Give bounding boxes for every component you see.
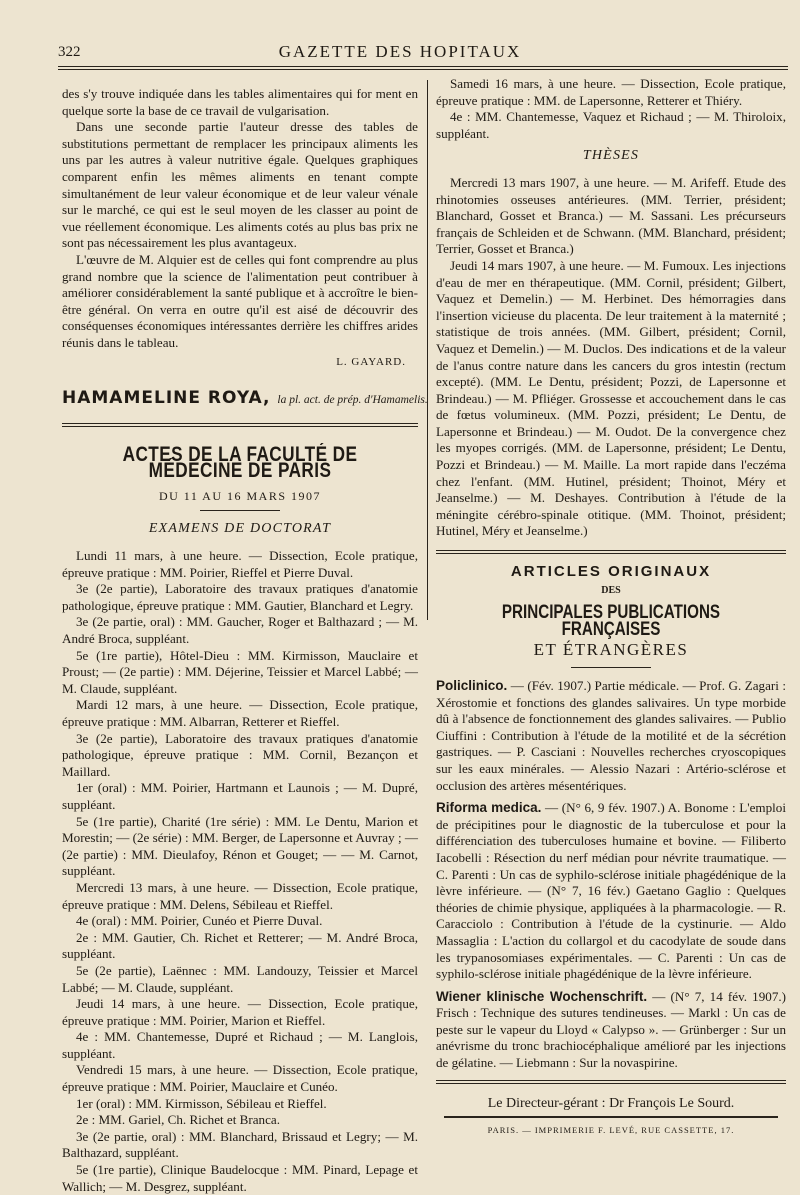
exam-entry: 5e (1re partie), Hôtel-Dieu : MM. Kirmisson, Mauclaire et Proust; — (2e partie) : MM. Déjerine, Teissier et Marcel Labbé; — M. Claude, suppléant. [62,647,418,696]
exam-entry: 5e (2e partie), Laënnec : MM. Landouzy, Teissier et Marcel Labbé; — M. Claude, suppléant. [62,962,418,995]
review-paragraph-1: des s'y trouve indiquée dans les tables alimentaires qui for ment en quelque sorte la base de ce travail de vulgarisation. [62,86,418,118]
journal-text: — (Fév. 1907.) Partie médicale. — Prof. G. Zagari : Xérostomie et fonctions des glandes salivaires. Un type morbide dû à l'absence de fonctionnement des glandes salivaires. — Publio Ciuffini : Contribution à l'étude de la motilité et de la sécrétion gastriques. — P. Casciani : Nouvelles recherches cryoscopiques sur les eaux minérales. — Alessio Nazari : Artério-sclérose et occlusion des artères mésentériques. [436,678,786,793]
theses-heading: THÈSES [582,148,640,164]
review-paragraph-2: Dans une seconde partie l'auteur dresse des tables de substitutions permettant de remplacer les principaux aliments les uns par les autres à valeur nutritive égale. Quelques graphiques comparent enfin les mêmes aliments en tenant compte simultanément de leur valeur économique et de leur valeur vénale sur le marché, ce qui est le seul moyen de les classer au point de vue réellement économique. Les aliments cotés au plus bas prix ne sont pas nécessairement les plus avantageux. [62,119,418,251]
actes-title: ACTES DE LA FACULTÉ DE MÉDECINE DE PARIS [122,442,358,483]
journal-name: Riforma medica. [436,800,542,816]
right-column [436,76,786,1139]
short-rule [571,667,651,668]
exam-entry: 3e (2e partie), Laboratoire des travaux pratiques d'anatomie pathologique, épreuve pratique : MM. Cornil, Bezançon et Maillard. [62,730,418,779]
journal-entry [436,989,786,1072]
advertisement-brand: HAMAMELINE ROYA, [62,388,271,409]
exam-entry: 1er (oral) : MM. Poirier, Hartmann et Launois ; — M. Dupré, suppléant. [62,780,418,812]
director-rule [444,1116,778,1118]
running-title: GAZETTE DES HOPITAUX [278,42,522,61]
director-line: Le Directeur-gérant : Dr François Le Sourd. [487,1095,735,1111]
short-rule [200,510,280,511]
exam-entry: Lundi 11 mars, à une heure. — Dissection, Ecole pratique, épreuve pratique : MM. Poirier, Rieffel et Pierre Duval. [62,548,418,580]
journal-name: Wiener klinische Wochenschrift. [436,988,648,1004]
actes-dates: DU 11 AU 16 MARS 1907 [158,488,322,503]
articles-publications: PRINCIPALES PUBLICATIONS FRANÇAISES [501,602,721,640]
exam-entry: 4e (oral) : MM. Poirier, Cunéo et Pierre Duval. [76,913,323,929]
articles-title: ARTICLES ORIGINAUX [510,563,712,581]
header-rule [58,66,788,67]
exam-entry: 3e (2e partie, oral) : MM. Gaucher, Roger et Balthazard ; — M. André Broca, suppléant. [62,614,418,647]
advertisement [62,388,428,409]
exam-entry: 3e (2e partie, oral) : MM. Blanchard, Brissaud et Legry; — M. Balthazard, suppléant. [62,1128,418,1161]
exam-entry: 1er (oral) : MM. Kirmisson, Sébileau et Rieffel. [76,1095,327,1111]
review-paragraph-3: L'œuvre de M. Alquier est de celles qui font comprendre au plus grand nombre que la science de l'alimentation peut contribuer à améliorer considérablement la santé publique et à accroître le bien-être général. On verra en outre qu'il est aisé de découvrir des conséquenses économiques intéressantes derrière les chiffres arides réunis dans le tableau. [62,251,418,350]
exam-entry: 2e : MM. Gautier, Ch. Richet et Retterer; — M. André Broca, suppléant. [62,929,418,962]
section-double-rule [436,550,786,554]
journal-text: — (N° 6, 9 fév. 1907.) A. Bonome : L'emploi de précipitines pour le diagnostic de la tuberculose et pour la différenciation des tuberculoses humaine et bovine. — Filiberto Iacobelli : Résection du nerf médian pour névrite traumatique. — C. Parenti : Un cas de syphilo-sclérose initiale phagédénique de la lèvre inférieure. — (N° 7, 16 fév.) Gaetano Gaglio : Quelques théories de chimie physique, appliquées à la pharmacologie. — R. Caracciolo : Contribution à l'étude de la cystinurie. — Aldo Massaglia : L'action du collargol et du cacodylate de soude dans les trypanosomiases expérimentales. — C. Parenti : Un cas de syphilo-sclérose initiale phagédénique de la lèvre inférieure. [436,800,786,982]
advertisement-tagline: la pl. act. de prép. d'Hamamelis. [277,394,428,407]
journal-entry [436,800,786,983]
exam-entry: Vendredi 15 mars, à une heure. — Dissection, Ecole pratique, épreuve pratique : MM. Poirier, Mauclaire et Cunéo. [62,1062,418,1095]
page-number: 322 [58,44,81,60]
examens-heading: EXAMENS DE DOCTORAT [148,521,332,537]
exam-entry: Samedi 16 mars, à une heure. — Dissection, Ecole pratique, épreuve pratique : MM. de Lapersonne, Retterer et Thiéry. [436,76,786,108]
printer-line: PARIS. — IMPRIMERIE F. LEVÉ, RUE CASSETTE, 17. [487,1125,735,1136]
articles-etrangeres: ET ÉTRANGÈRES [533,640,689,660]
journal-entry [436,678,786,794]
exam-entry: 3e (2e partie), Laboratoire des travaux pratiques d'anatomie pathologique, épreuve pratique : MM. Gautier, Blanchard et Legry. [62,581,418,613]
review-signature: L. GAYARD. [336,355,406,368]
exam-entry: 2e : MM. Gariel, Ch. Richet et Branca. [76,1112,280,1128]
journal-name: Policlinico. [436,678,508,693]
column-divider [427,80,428,620]
left-column [62,86,428,1195]
thesis-entry: Mercredi 13 mars 1907, à une heure. — M. Arifeff. Etude des rhinotomies osseuses antérieures. (MM. Terrier, président; Blanchard, Gosset et Branca.) — M. Sassani. Les précurseurs français de Schleiden et de Schwann. (MM. Blanchard, président; Terrier, Gosset et Branca.) [436,174,786,257]
exam-entry: 5e (1re partie), Clinique Baudelocque : MM. Pinard, Lepage et Wallich; — M. Desgrez, suppléant. [62,1162,418,1194]
articles-des: DES [601,584,621,596]
journal-text: — (N° 7, 14 fév. 1907.) Frisch : Technique des sutures tendineuses. — Markl : Un cas de peste sur le vapeur du Lloyd « Calypso ». — Grünberger : Sur un anévrisme du tronc brachiocéphalique amélioré par les injections de gélatine. — Liebmann : Sur la novaspirine. [436,988,786,1071]
exam-entry: 4e : MM. Chantemesse, Vaquez et Richaud ; — M. Thiroloix, suppléant. [436,109,786,141]
exam-entry: Mardi 12 mars, à une heure. — Dissection, Ecole pratique, épreuve pratique : MM. Albarran, Retterer et Rieffel. [62,697,418,729]
header-rule-2 [58,69,788,70]
exam-entry: Jeudi 14 mars, à une heure. — Dissection, Ecole pratique, épreuve pratique : MM. Poirier, Marion et Rieffel. [62,996,418,1028]
section-double-rule [62,423,418,427]
exam-entry: Mercredi 13 mars, à une heure. — Dissection, Ecole pratique, épreuve pratique : MM. Delens, Sébileau et Rieffel. [62,879,418,912]
thesis-entry: Jeudi 14 mars 1907, à une heure. — M. Fumoux. Les injections d'eau de mer en thérapeutique. (MM. Cornil, président; Gilbert, Vaquez et Demelin.) — M. Herbinet. Des hémorragies dans l'insertion vicieuse du placenta. De leur traitement à la maternité ; statistique de trois années. (MM. Gilbert, président; Cornil, Vaquez et Demelin.) — M. Duclos. Des indications et de la valeur de l'anus contre nature dans les cancers du gros intestin (rectum excepté). (MM. Le Dentu, président; Pozzi, de Lapersonne et Brindeau.) — M. Pfliéger. Grossesse et accouchement dans le cas de fœtus volumineux. (MM. Pozzi, président; Le Dentu, de Lapersonne et Brindeau.) — M. Oudot. De la convergence chez les myopes corrigés. (MM. de Lapersonne, président; Le Dentu, Pozzi et Brindeau.) — M. Maille. La mort rapide dans l'eczéma chez l'enfant. (MM. Hutinel, président; Thoinot, Méry et Jeanselme.) — M. Deshayes. Contribution à l'étude de la méningite cérébro-spinale otitique. (MM. Thoinot, président; Hutinel, Méry et Jeanselme.) [436,257,786,539]
footer-double-rule [436,1080,786,1084]
exam-entry: 5e (1re partie), Charité (1re série) : MM. Le Dentu, Marion et Morestin; — (2e série) : MM. Berger, de Lapersonne et Auvray ; — (2e partie) : MM. Dieulafoy, Rénon et Gouget; — — M. Carnot, suppléant. [62,813,418,879]
exam-entry: 4e : MM. Chantemesse, Dupré et Richaud ; — M. Langlois, suppléant. [62,1029,418,1061]
